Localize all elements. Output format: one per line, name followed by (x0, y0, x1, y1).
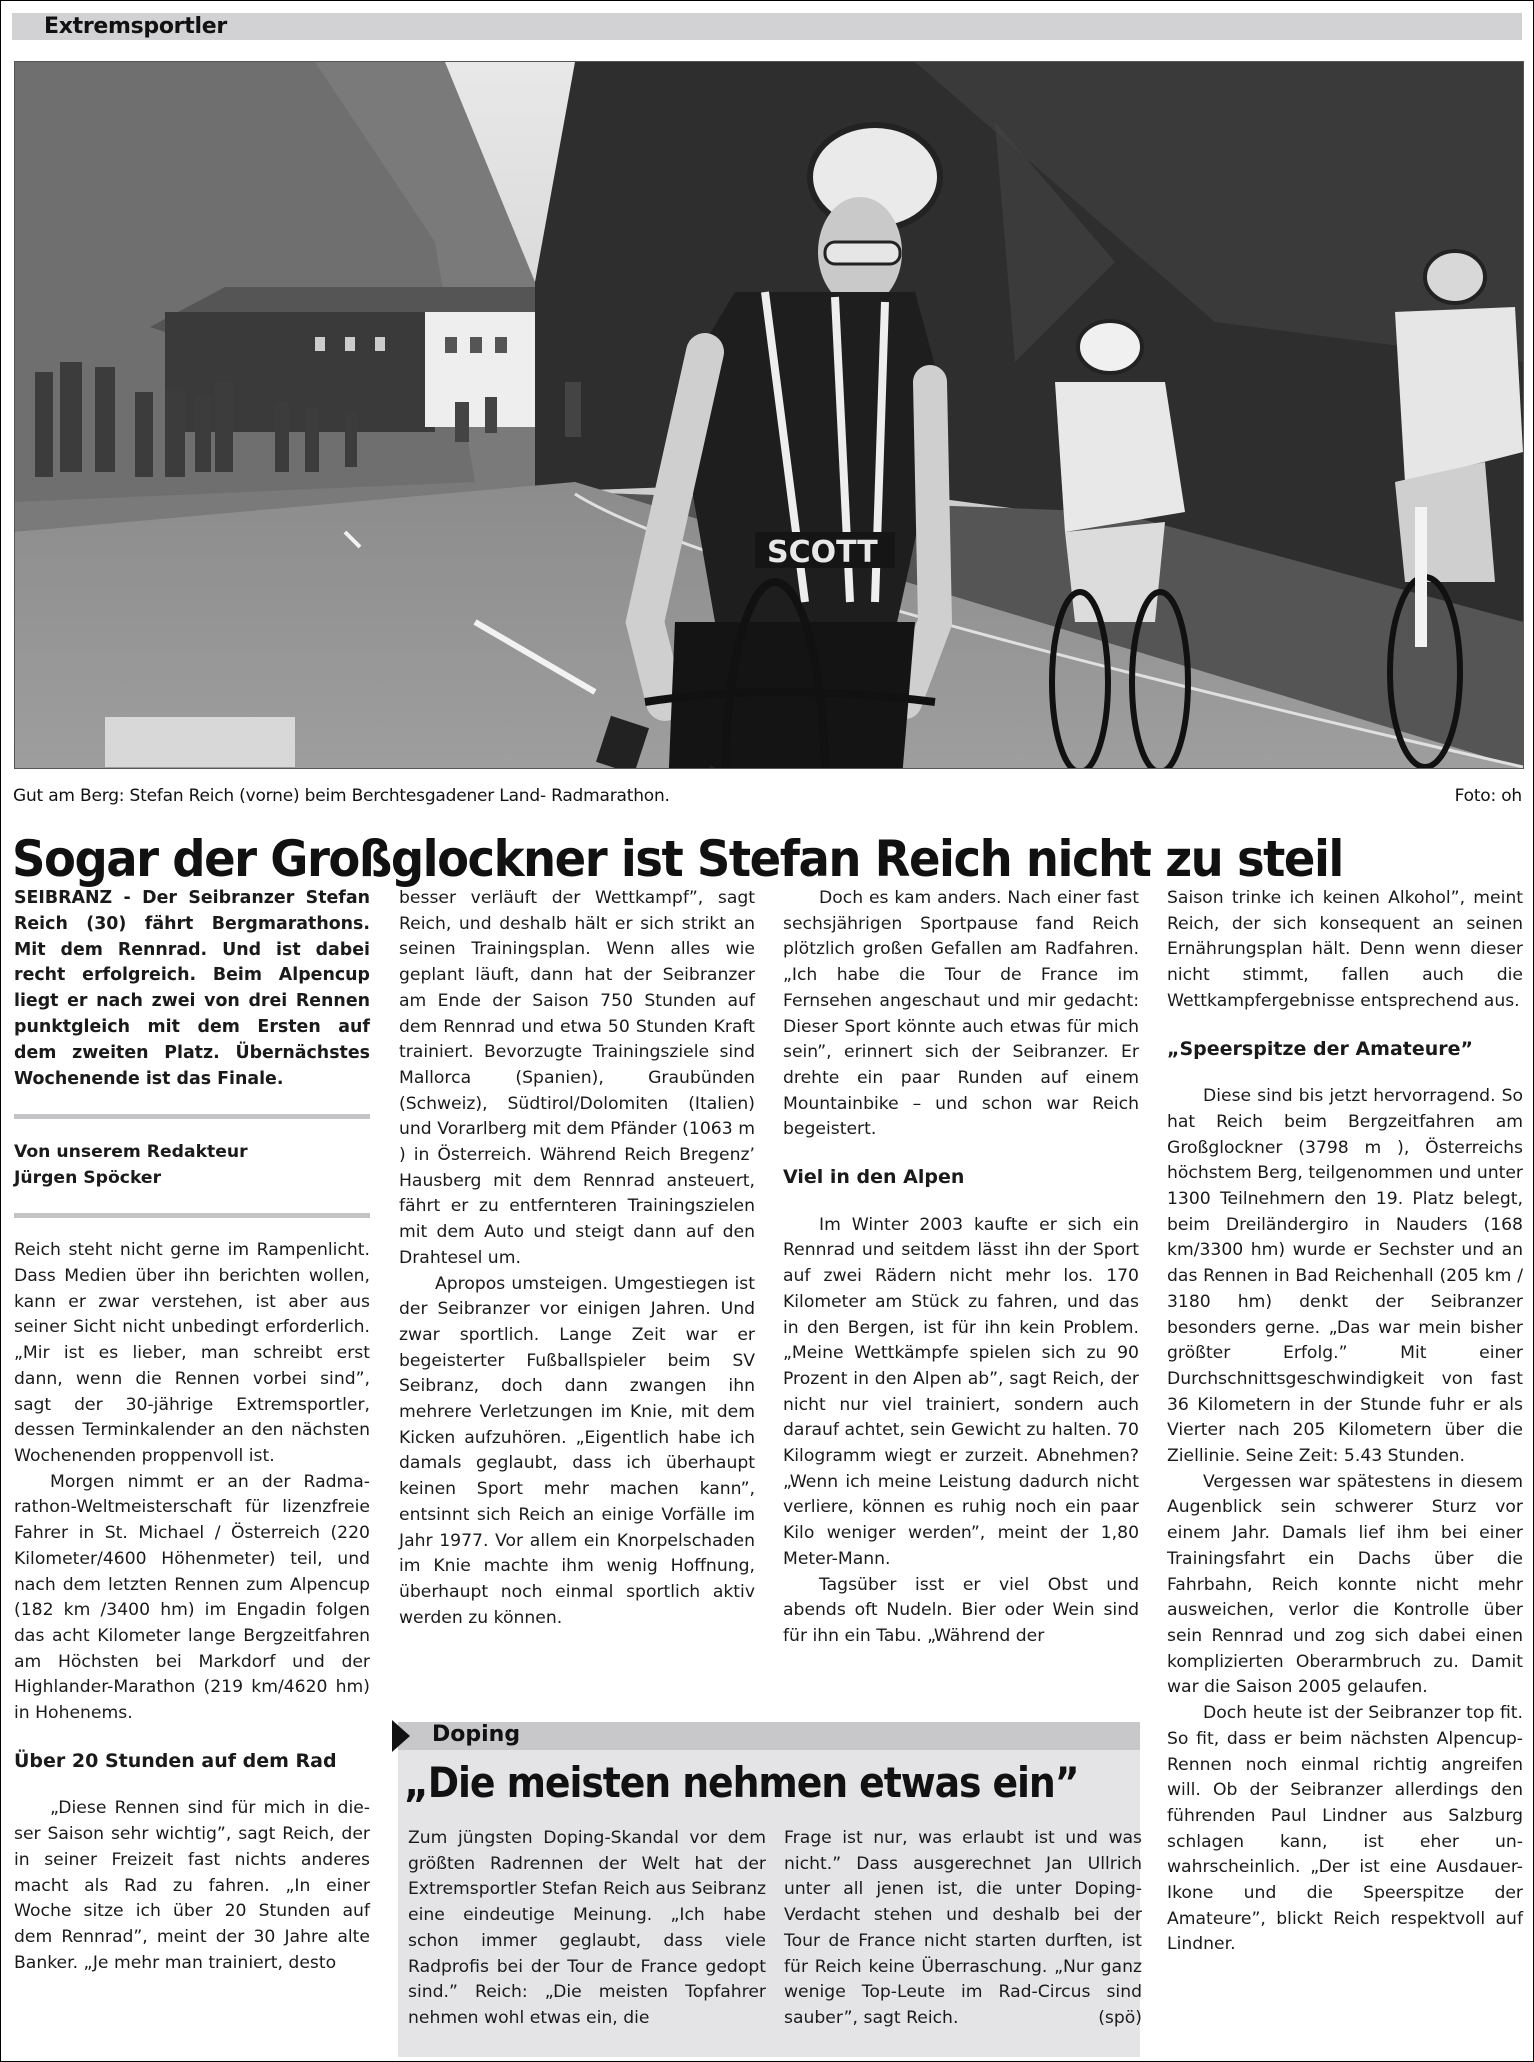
byline-author: Jürgen Spöcker (14, 1168, 162, 1189)
subheading: Viel in den Alpen (783, 1166, 965, 1189)
sidebar-column-1 (408, 1826, 766, 2032)
paragraph: Apropos umsteigen. Umgestiegen ist der Seibranzer vor einigen Jahren. Und zwar sportlich. Lange Zeit war er begeisterter Fußballspieler beim SV Seibranz, doch dann zwangen ihn mehrere Verletzungen im Knie, mit dem Kicken aufzuhören. „Eigentlich habe ich damals geglaubt, dass ich überhaupt keinen Sport mehr machen kann”, entsinnt sich Reich an einige Vorfälle im Jahr 1977. Vor allem ein Knorpelschaden im Knie machte ihm wenig Hoffnung, überhaupt noch einmal sportlich aktiv werden zu können. (399, 1273, 755, 1628)
article-column-2 (399, 886, 755, 1631)
section-rubric (12, 13, 1522, 40)
byline (14, 1139, 370, 1191)
paragraph: Vergessen war spätestens in diesem Augenblick sein schwerer Sturz vor einem Jahr. Damals lief ihm bei einer Trainingsfahrt ein Dachs über die Fahrbahn, Reich konnte nicht mehr ausweichen, verlor die Kontrolle über sein Rennrad und zog sich dabei einen komplizierten Oberarmbruch zu. Damit war die Saison 2005 gelaufen. (1167, 1471, 1523, 1698)
article-photo (14, 61, 1524, 769)
subheading: „Speerspitze der Amateure” (1167, 1037, 1474, 1060)
svg-text:SCOTT: SCOTT (767, 535, 878, 570)
divider (14, 1213, 370, 1218)
article-headline: Sogar der Großglockner ist Stefan Reich nicht zu steil (12, 830, 1343, 888)
paragraph (784, 1826, 1142, 2032)
paragraph: besser verläuft der Wettkampf”, sagt Reich, und deshalb hält er sich strikt an seinen Trainingsplan. Wenn alles wie geplant läuft, dann hat der Seibranzer am Ende der Saison 750 Stunden auf dem Rennrad und etwa 50 Stunden Kraft trainiert. Bevorzugte Trainingsziele sind Mallorca (Spanien), Graubünden (Schweiz), Südtirol/Dolomiten (Italien) und Vorarlberg mit dem Pfänder (1063 m ) in Österreich. Während Reich Bregenz’ Hausberg mit dem Rennrad ansteuert, fährt er zu entfernteren Trainingszielen mit dem Auto und steigt dann auf den Drahtesel um. (399, 888, 755, 1268)
sidebar-title: „Die meisten nehmen etwas ein” (404, 1758, 1079, 1807)
article-lead: SEIBRANZ - Der Seibranzer Stefan Reich (30) fährt Bergmarathons. Mit dem Rennrad. Und ist dabei recht erfolgreich. Beim Alpencup liegt er nach zwei von drei Rennen punktgleich mit dem Ersten auf dem zweiten Platz. Übernächstes Wochenende ist das Finale. (14, 888, 370, 1089)
paragraph: „Diese Rennen sind für mich in dieser Saison sehr wichtig”, sagt Reich, der in seiner Freizeit fast nichts anderes macht als Rad zu fahren. „In einer Woche sitze ich über 20 Stunden auf dem Rennrad”, meint der 30 Jahre alte Banker. „Je mehr man trainiert, desto (14, 1798, 370, 1973)
paragraph: Reich steht nicht gerne im Rampenlicht. Dass Medien über ihn berichten wollen, kann er zwar verstehen, ist aber aus seiner Sicht nicht unbedingt erforderlich. „Mir ist es lieber, man schreibt erst dann, wenn die Rennen vorbei sind”, sagt der 30-jährige Extremsportler, dessen Terminkalender an den nächsten Wochenenden proppenvoll ist. (14, 1240, 370, 1466)
subheading: Über 20 Stunden auf dem Rad (14, 1749, 337, 1772)
paragraph: Saison trinke ich keinen Alkohol”, meint Reich, der sich konsequent an seinen Ernährungsplan hält. Denn wenn dieser nicht stimmt, fallen auch die Wettkampfergebnisse entsprechend aus. (1167, 888, 1523, 1011)
paragraph: Morgen nimmt er an der Radmarathon-Weltmeisterschaft für lizenzfreie Fahrer in St. Michael / Österreich (220 Kilometer/4600 Höhenmeter) teil, und nach dem letzten Rennen zum Alpencup (182 km /3400 hm) im Engadin folgen das acht Kilometer lange Bergzeitfahren am Höchsten bei Markdorf und der Highlander-Marathon (219 km/4620 hm) in Hohenems. (14, 1471, 370, 1724)
sidebar-column-2 (784, 1826, 1142, 2032)
article-column-4 (1167, 886, 1523, 1958)
paragraph: Doch es kam anders. Nach einer fast sechsjährigen Sportpause fand Reich plötzlich großen Gefallen am Radfahren. „Ich habe die Tour de France im Fernsehen angeschaut und mir gedacht: Dieser Sport könnte auch etwas für mich sein”, erinnert sich der Seibranzer. Er drehte ein paar Runden auf einem Mountainbike – und schon war Reich begeistert. (783, 888, 1139, 1140)
photo-credit: Foto: oh (1454, 786, 1522, 806)
photo-caption: Gut am Berg: Stefan Reich (vorne) beim Berchtesgadener Land- Radmarathon. (13, 786, 670, 806)
doping-sidebar (398, 1722, 1140, 2057)
byline-role: Von unserem Redakteur (14, 1142, 248, 1163)
article-column-1 (14, 886, 370, 1976)
paragraph: Zum jüngsten Doping-Skandal vor dem größten Radrennen der Welt hat der Extremsportler Stefan Reich aus Seibranz eine eindeutige Meinung. „Ich habe schon immer geglaubt, dass viele Radprofis bei der Tour de France gedopt sind.” Reich: „Die meisten Topfahrer nehmen wohl etwas ein, die (408, 1828, 766, 2028)
cyclists-photo-illustration (15, 62, 1523, 768)
sidebar-label-bar (398, 1722, 1140, 1750)
sidebar-label: Doping (432, 1722, 521, 1747)
author-signature: (spö) (1098, 2007, 1142, 2028)
triangle-arrow-icon (392, 1720, 410, 1752)
paragraph: Diese sind bis jetzt hervorragend. So hat Reich beim Bergzeitfahren am Großglockner (3798 m ), Österreichs höchstem Berg, teilgenommen und unter 1300 Teilnehmern den 19. Platz belegt, beim Dreiländergiro in Nauders (168 km/3300 hm) wurde er Sechster und an das Rennen in Bad Reichenhall (205 km / 3180 hm) denkt der Seibranzer besonders gerne. „Das war mein bisher größter Erfolg.” Mit einer Durchschnittsgeschwindigkeit von fast 36 Kilometern in der Stunde fuhr er als Vierter nach 205 Kilometern über die Ziellinie. Seine Zeit: 5.43 Stunden. (1167, 1086, 1523, 1467)
paragraph: Doch heute ist der Seibranzer top fit. So fit, dass er beim nächsten Alpencup-Rennen noch einmal richtig angreifen will. Ob der Seibranzer allerdings den führenden Paul Lindner aus Salzburg schlagen kann, ist eher unwahrscheinlich. „Der ist eine Ausdauer-Ikone und die Speerspitze der Amateure”, blickt Reich respektvoll auf Lindner. (1167, 1703, 1523, 1955)
divider (14, 1114, 370, 1119)
paragraph: Tagsüber isst er viel Obst und abends oft Nudeln. Bier oder Wein sind für ihn ein Tabu. „Während der (783, 1574, 1139, 1646)
paragraph: Im Winter 2003 kaufte er sich ein Rennrad und seitdem lässt ihn der Sport auf zwei Rädern nicht mehr los. 170 Kilometer am Stück zu fahren, und das in den Bergen, ist für ihn kein Problem. „Meine Wettkämpfe spielen sich zu 90 Prozent in den Alpen ab”, sagt Reich, der nicht nur viel trainiert, sondern auch darauf achtet, sein Gewicht zu halten. 70 Kilogramm wiegt er zurzeit. Abnehmen? „Wenn ich meine Leistung dadurch nicht verliere, können es ruhig noch ein paar Kilo weniger werden”, meint der 1,80 Meter-Mann. (783, 1214, 1139, 1569)
article-column-3 (783, 886, 1139, 1650)
section-label: Extremsportler (44, 14, 227, 39)
sidebar-text: Frage ist nur, was erlaubt ist und was nicht.” Dass ausgerechnet Jan Ullrich unter all jenen ist, die unter Doping-Verdacht stehen und deshalb bei der Tour de France nicht starten durften, ist für Reich keine Überraschung. „Nur ganz wenige Top-Leute im Rad-Circus sind sauber”, sagt Reich. (784, 1828, 1142, 2028)
